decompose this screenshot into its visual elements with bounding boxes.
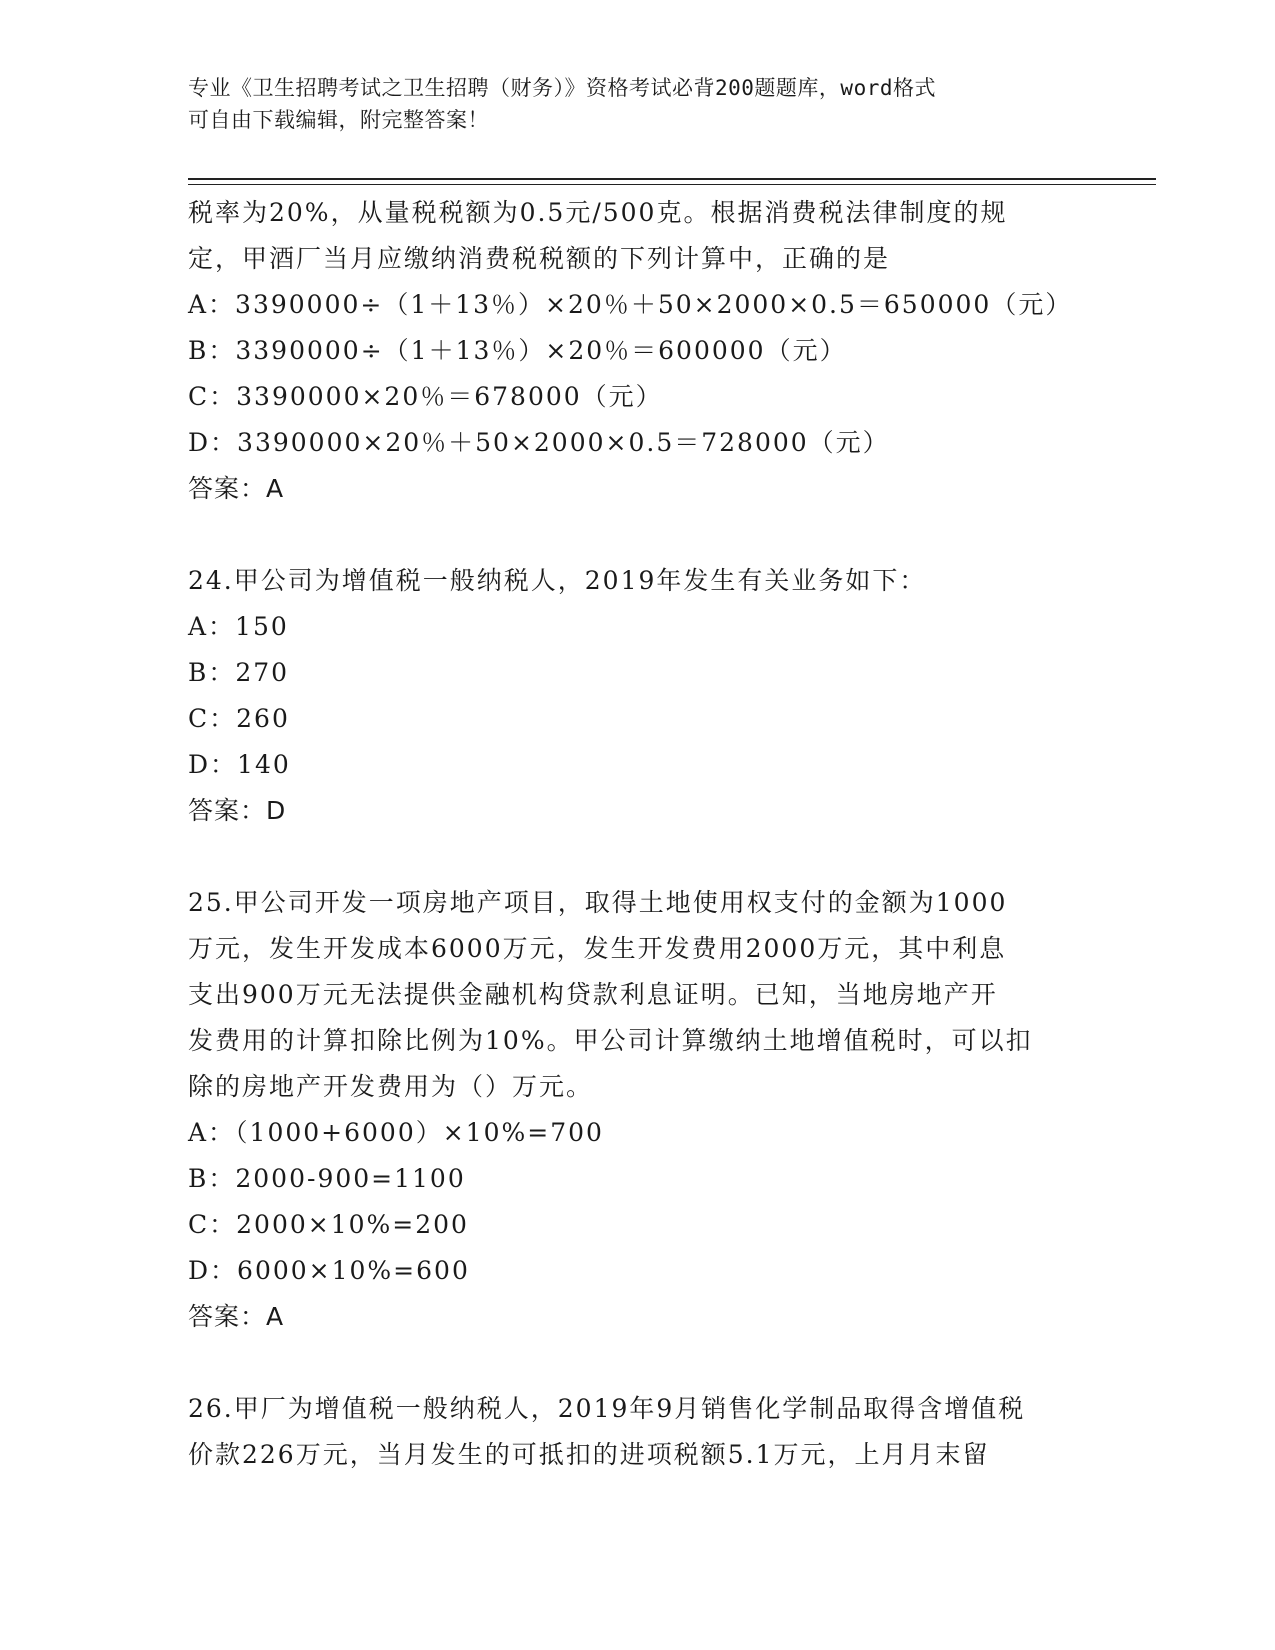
option-b: B：270 (188, 658, 290, 687)
option-a: A：3390000÷（1＋13％）×20％＋50×2000×0.5＝650000（元） (188, 290, 1073, 319)
question-stem-line: 25.甲公司开发一项房地产项目，取得土地使用权支付的金额为1000 (188, 888, 1008, 917)
question-25 (188, 880, 1088, 1340)
option-a: A：（1000+6000）×10%=700 (188, 1118, 604, 1147)
option-b: B：3390000÷（1＋13％）×20％＝600000（元） (188, 336, 847, 365)
option-d: D：3390000×20％＋50×2000×0.5＝728000（元） (188, 428, 890, 457)
spacer (188, 1340, 1088, 1386)
header-rule-thick (188, 178, 1156, 180)
question-stem-line: 24.甲公司为增值税一般纳税人，2019年发生有关业务如下： (188, 566, 927, 595)
answer: 答案：A (188, 1302, 285, 1331)
question-stem-line: 支出900万元无法提供金融机构贷款利息证明。已知，当地房地产开 (188, 980, 998, 1009)
header-line-2: 可自由下载编辑，附完整答案！ (188, 108, 489, 132)
header-line-1: 专业《卫生招聘考试之卫生招聘（财务）》资格考试必背200题题库，word格式 (188, 76, 936, 100)
question-stem-line: 万元，发生开发成本6000万元，发生开发费用2000万元，其中利息 (188, 934, 1007, 963)
document-header (188, 72, 1068, 136)
option-c: C：3390000×20％＝678000（元） (188, 382, 663, 411)
answer: 答案：D (188, 796, 287, 825)
option-c: C：260 (188, 704, 290, 733)
header-rule-thin (188, 184, 1156, 185)
option-c: C：2000×10%=200 (188, 1210, 469, 1239)
spacer (188, 834, 1088, 880)
answer: 答案：A (188, 474, 285, 503)
question-23 (188, 190, 1088, 512)
question-stem-line: 除的房地产开发费用为（）万元。 (188, 1072, 594, 1101)
question-26 (188, 1386, 1088, 1478)
question-stem-line: 发费用的计算扣除比例为10%。甲公司计算缴纳土地增值税时，可以扣 (188, 1026, 1033, 1055)
option-d: D：140 (188, 750, 291, 779)
question-24 (188, 558, 1088, 834)
spacer (188, 512, 1088, 558)
question-stem-line: 定，甲酒厂当月应缴纳消费税税额的下列计算中，正确的是 (188, 244, 891, 273)
option-d: D：6000×10%=600 (188, 1256, 470, 1285)
question-content (188, 190, 1088, 1478)
question-stem-line: 税率为20%，从量税税额为0.5元/500克。根据消费税法律制度的规 (188, 198, 1008, 227)
question-stem-line: 26.甲厂为增值税一般纳税人，2019年9月销售化学制品取得含增值税 (188, 1394, 1026, 1423)
option-b: B：2000-900=1100 (188, 1164, 466, 1193)
question-stem-line: 价款226万元，当月发生的可抵扣的进项税额5.1万元，上月月末留 (188, 1440, 990, 1469)
option-a: A：150 (188, 612, 289, 641)
